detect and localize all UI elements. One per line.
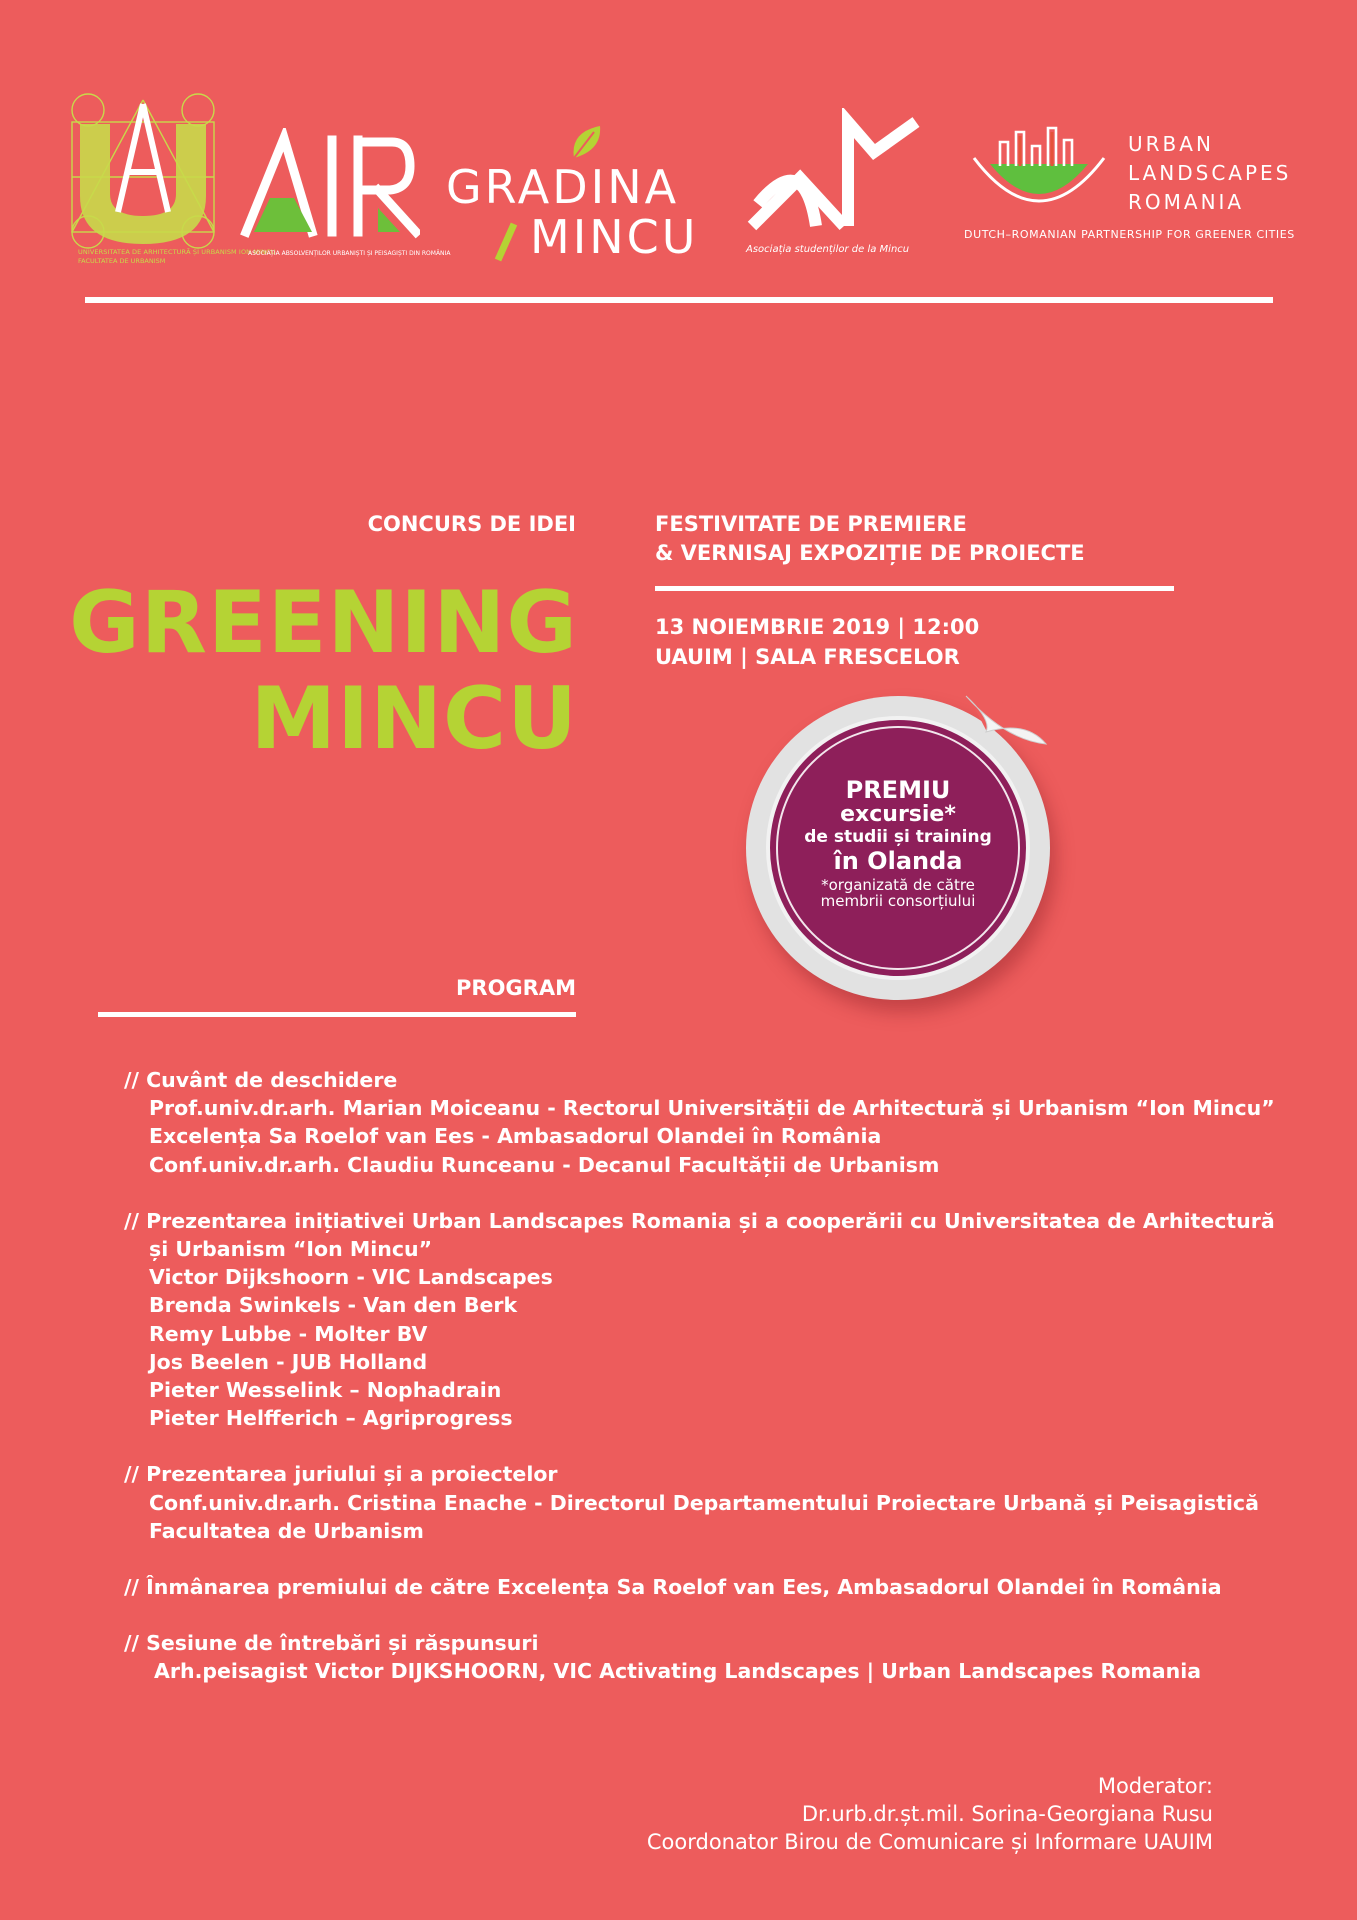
speaker-line: Conf.univ.dr.arh. Claudiu Runceanu - Decanul Facultății de Urbanism [149,1152,940,1177]
prize-note-1: *organizată de către [821,876,975,895]
gradina-mincu-logo [446,118,708,264]
title-line-2: MINCU [250,669,578,769]
event-date-venue [655,612,979,672]
ulr-line2: LANDSCAPES [1128,161,1292,185]
ulr-line1: URBAN [1128,132,1214,156]
speaker-line: Jos Beelen - JUB Holland [149,1349,428,1374]
speaker-line: Victor Dijkshoorn - VIC Landscapes [149,1265,553,1290]
prize-line-2: excursie* [840,802,956,828]
moderator-role: Coordonator Birou de Comunicare și Informare UAUIM [646,1830,1213,1854]
section-heading: // Prezentarea juriului și a proiectelor [124,1462,558,1487]
uauim-logo [58,92,276,272]
event-title [69,575,578,767]
program-section-qa [124,1629,1264,1685]
program-label: PROGRAM [456,976,576,1000]
festivitate-line-1: FESTIVITATE DE PREMIERE [655,512,967,536]
speaker-line: Remy Lubbe - Molter BV [149,1321,428,1346]
speaker-line: Conf.univ.dr.arh. Cristina Enache - Directorul Departamentului Proiectare Urbană și Peisagistică [149,1490,1259,1515]
leaf-icon [566,122,606,162]
urban-landscapes-romania-logo [962,124,1295,254]
ulr-tagline: DUTCH–ROMANIAN PARTNERSHIP FOR GREENER CITIES [964,228,1295,241]
festivitate-divider [655,586,1174,591]
uauim-emblem-icon [58,92,228,252]
program-section-opening [124,1066,1275,1179]
event-date: 13 NOIEMBRIE 2019 | 12:00 [655,615,980,639]
ulr-line3: ROMANIA [1128,190,1245,214]
moderator-label: Moderator: [1097,1774,1213,1798]
program-section-jury [124,1460,1264,1545]
sticker-text [776,778,1020,910]
green-slash-icon [494,218,534,262]
event-kicker: CONCURS DE IDEI [367,512,576,536]
prize-line-3: de studii și training [804,827,992,848]
prize-title: PREMIU [845,776,951,804]
program-divider [98,1012,576,1017]
aur-logo [240,128,451,263]
prize-line-4: în Olanda [833,847,963,876]
section-heading: // Sesiune de întrebări și răspunsuri [124,1631,539,1656]
ulr-wordmark [1128,130,1291,217]
program-section-award [124,1573,1264,1601]
header-divider [85,297,1273,303]
program-section-initiative [124,1207,1275,1433]
event-venue: UAUIM | SALA FRESCELOR [655,645,960,669]
speaker-line: Pieter Helfferich – Agriprogress [149,1406,513,1431]
asm-caption: Asociația studenților de la Mincu [746,244,910,255]
aur-caption: ASOCIAȚIA ABSOLVENȚILOR URBANIȘTI ȘI PEISAGIȘTI DIN ROMÂNIA [248,250,451,257]
asm-emblem-icon [744,108,924,238]
speaker-line: și Urbanism “Ion Mincu” [149,1237,433,1262]
prize-sticker [740,690,1060,1010]
speaker-line: Brenda Swinkels - Van den Berk [149,1293,518,1318]
moderator-name: Dr.urb.dr.șt.mil. Sorina-Georgiana Rusu [801,1802,1213,1826]
speaker-line: Pieter Wesselink – Nophadrain [149,1378,502,1403]
section-heading: // Prezentarea inițiativei Urban Landscapes Romania și a cooperării cu Universitatea de Arhitectură [124,1208,1275,1233]
section-heading: // Înmânarea premiului de către Excelența Sa Roelof van Ees, Ambasadorul Olandei în România [124,1575,1222,1600]
gradina-word: GRADINA [446,160,680,214]
uauim-caption: UNIVERSITATEA DE ARHITECTURĂ ȘI URBANISM ION MINCU [78,248,276,256]
aur-emblem-icon [240,128,420,248]
prize-note-2: membrii consorțiului [820,892,976,911]
title-line-1: GREENING [69,573,578,673]
asm-logo [744,108,934,260]
speaker-line: Facultatea de Urbanism [149,1518,424,1543]
mincu-word: MINCU [530,210,699,264]
program-list [124,1066,1275,1714]
moderator-block [647,1772,1213,1856]
speaker-line: Arh.peisagist Victor DIJKSHOORN, VIC Activating Landscapes | Urban Landscapes Romania [154,1659,1202,1684]
uauim-faculty-caption: FACULTATEA DE URBANISM [78,257,166,265]
speaker-line: Prof.univ.dr.arh. Marian Moiceanu - Rectorul Universității de Arhitectură și Urbanism “Ion Mincu” [149,1096,1275,1121]
city-skyline-icon [964,124,1114,210]
festivitate-heading [655,510,1085,568]
section-heading: // Cuvânt de deschidere [124,1068,398,1092]
speaker-line: Excelența Sa Roelof van Ees - Ambasadorul Olandei în România [149,1124,882,1149]
festivitate-line-2: & VERNISAJ EXPOZIȚIE DE PROIECTE [655,541,1085,565]
